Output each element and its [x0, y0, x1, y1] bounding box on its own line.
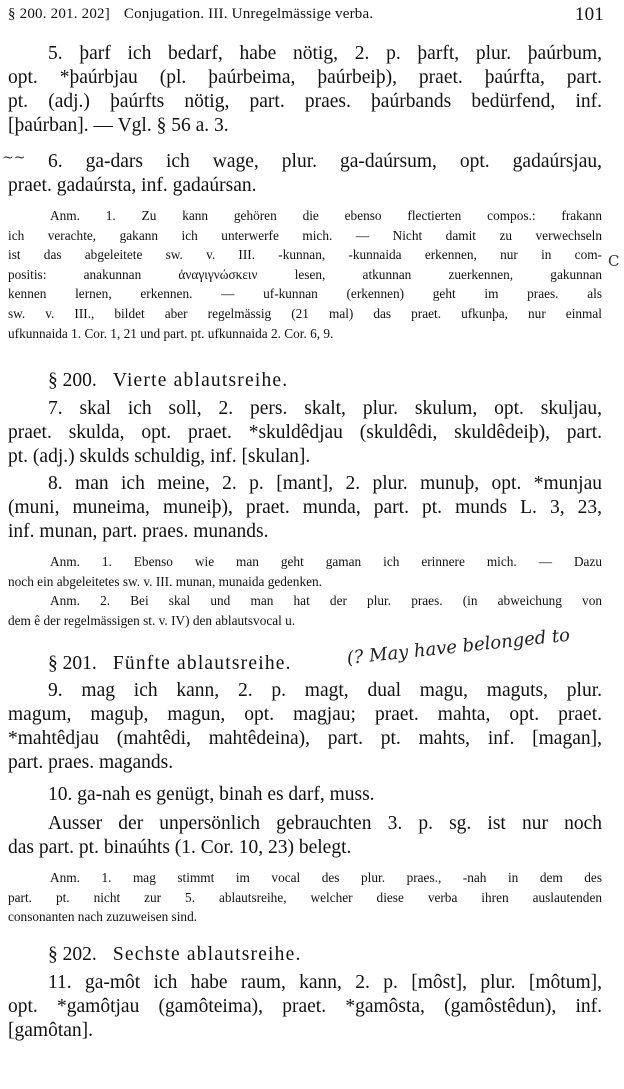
entry-7-line-1: 7. skal ich soll, 2. pers. skalt, plur. skulum, opt. skuljau,	[48, 398, 602, 419]
entry-6	[8, 150, 602, 198]
entry-11	[8, 971, 602, 1043]
note-200-2-line-2: dem ê der regelmässigen st. v. IV) den ablautsvocal u.	[8, 612, 296, 628]
note-199-line-1: Anm. 1. Zu kann gehören die ebenso flectierten compos.: frakann	[50, 208, 602, 223]
section-202-title: Sechste ablautsreihe.	[112, 944, 302, 965]
note-199	[8, 206, 602, 343]
entry-7-line-3: pt. (adj.) skulds schuldig, inf. [skulan].	[8, 446, 311, 467]
section-200	[8, 370, 602, 392]
section-202	[8, 944, 602, 966]
entry-5-line-4: [þaúrban]. — Vgl. § 56 a. 3.	[8, 115, 229, 136]
note-201-line-1: Anm. 1. mag stimmt im vocal des plur. praes., -nah in dem des	[50, 870, 602, 885]
paragraph-201	[8, 812, 602, 860]
running-header	[8, 6, 604, 23]
header-title: Conjugation. III. Unregelmässige verba.	[123, 6, 374, 22]
entry-9-line-3: *mahtêdjau (mahtêdi, mahtêdeina), part. pt. mahts, inf. [magan],	[8, 728, 602, 749]
note-200-1-line-1: Anm. 1. Ebenso wie man geht gaman ich erinnere mich. — Dazu	[50, 554, 602, 569]
note-199-line-6: sw. v. III., bildet aber regelmässig (21 mal) das praet. ufkunþa, nur einmal	[8, 305, 602, 321]
entry-9-line-4: part. praes. magands.	[8, 752, 174, 773]
note-201-line-3: consonanten nach zuzuweisen sind.	[8, 909, 198, 925]
margin-scribble-left: ~~	[2, 150, 26, 166]
entry-8	[8, 472, 602, 544]
section-200-notes	[8, 552, 602, 630]
note-199-line-3: ist das abgeleitete sw. v. III. -kunnan, -kunnaida erkennen, nur in com-	[8, 247, 602, 263]
header-section-refs: § 200. 201. 202]	[8, 6, 110, 22]
entry-8-line-2: (muni, muneima, muneiþ), praet. munda, part. pt. munds L. 3, 23,	[8, 497, 602, 518]
section-201	[8, 653, 602, 675]
section-201-heading	[8, 653, 602, 675]
entry-7	[8, 397, 602, 469]
note-200-2-line-1: Anm. 2. Bei skal und man hat der plur. praes. (in abweichung von	[50, 593, 602, 609]
section-200-title: Vierte ablautsreihe.	[112, 370, 289, 391]
entry-8-line-1: 8. man ich meine, 2. p. [mant], 2. plur. munuþ, opt. *munjau	[48, 473, 602, 494]
entry-11-line-1: 11. ga-môt ich habe raum, kann, 2. p. [môst], plur. [môtum],	[48, 972, 602, 993]
entry-5-line-1: 5. þarf ich bedarf, habe nötig, 2. p. þarft, plur. þaúrbum,	[48, 43, 602, 64]
note-200-1-line-2: noch ein abgeleitetes sw. v. III. munan, munaida gedenken.	[8, 573, 322, 589]
section-200-heading	[8, 370, 602, 392]
page-number: 101	[574, 4, 604, 25]
section-202-heading	[8, 944, 602, 966]
entry-6-line-2: praet. gadaúrsta, inf. gadaúrsan.	[8, 175, 257, 196]
section-200-number: § 200.	[48, 370, 97, 391]
note-201-line-2: part. pt. nicht zur 5. ablautsreihe, welcher diese verba ihren auslautenden	[8, 889, 602, 905]
entry-5-line-2: opt. *þaúrbjau (pl. þaúrbeima, þaúrbeiþ), praet. þaúrfta, part.	[8, 67, 602, 88]
entry-11-line-2: opt. *gamôtjau (gamôteima), praet. *gamôsta, (gamôstêdun), inf.	[8, 996, 602, 1017]
note-201	[8, 868, 602, 927]
entry-9-line-1: 9. mag ich kann, 2. p. magt, dual magu, maguts, plur.	[48, 680, 602, 701]
section-201-title: Fünfte ablautsreihe.	[112, 653, 292, 674]
entry-10-line-1: 10. ga-nah es genügt, binah es darf, muss.	[48, 784, 375, 805]
entry-8-line-3: inf. munan, part. praes. munands.	[8, 521, 269, 542]
entry-9-line-2: magum, maguþ, magun, opt. magjau; praet. mahta, opt. praet.	[8, 704, 602, 725]
entry-9	[8, 679, 602, 775]
section-202-number: § 202.	[48, 944, 97, 965]
note-199-line-7: ufkunnaida 1. Cor. 1, 21 und part. pt. ufkunnaida 2. Cor. 6, 9.	[8, 325, 334, 341]
note-199-line-5: kennen lernen, erkennen. — uf-kunnan (erkennen) geht im praes. als	[8, 286, 602, 302]
note-199-line-2: ich verachte, gakann ich unterwerfe mich. — Nicht damit zu verwechseln	[8, 227, 602, 243]
note-199-line-4: positis: anakunnan ἀναγιγνώσκειν lesen, atkunnan zuerkennen, gakunnan	[8, 266, 602, 282]
entry-6-line-1: 6. ga-dars ich wage, plur. ga-daúrsum, opt. gadaúrsjau,	[48, 151, 602, 172]
handwritten-margin-note: (? May have belonged to	[345, 624, 571, 669]
margin-scribble-right: C	[608, 252, 620, 270]
entry-5	[8, 42, 602, 138]
paragraph-201-line-1: Ausser der unpersönlich gebrauchten 3. p. sg. ist nur noch	[48, 813, 602, 834]
entry-5-line-3: pt. (adj.) þaúrfts nötig, part. praes. þaúrbands bedürfend, inf.	[8, 91, 602, 112]
entry-7-line-2: praet. skulda, opt. praet. *skuldêdjau (skuldêdi, skuldêdeiþ), part.	[8, 422, 602, 443]
entry-11-line-3: [gamôtan].	[8, 1020, 94, 1041]
paragraph-201-line-2: das part. pt. binaúhts (1. Cor. 10, 23) belegt.	[8, 837, 352, 858]
section-201-number: § 201.	[48, 653, 97, 674]
entry-10	[8, 783, 602, 807]
